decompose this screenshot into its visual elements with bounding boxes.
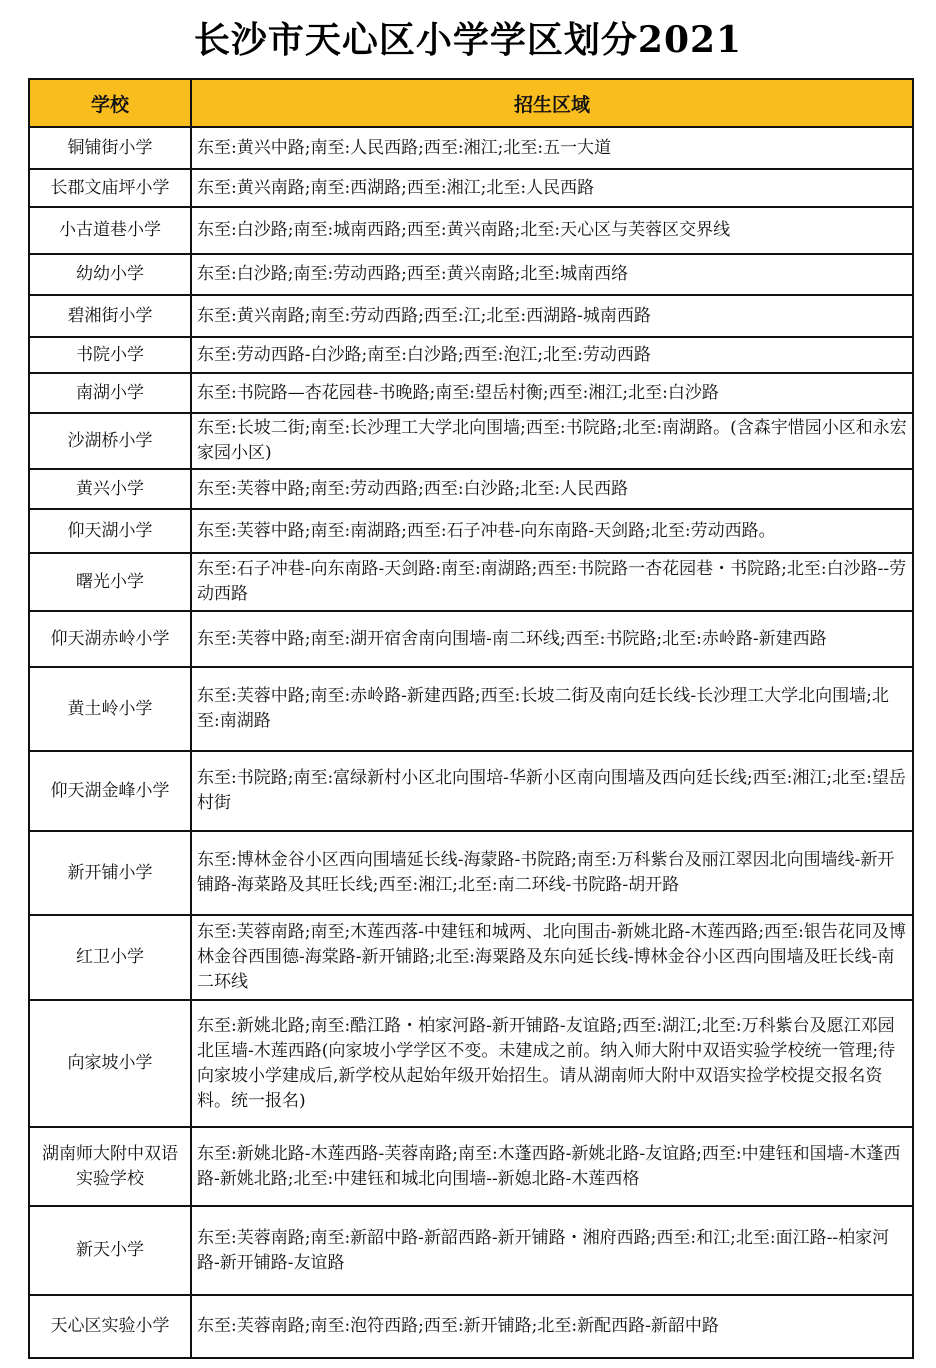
table-row: [29, 1000, 913, 1127]
enrollment-area: 东至:黄兴中路;南至:人民西路;西至:湘江;北至:五一大道: [191, 127, 913, 169]
table-row: [29, 127, 913, 169]
table-row: [29, 413, 913, 469]
table-row: [29, 169, 913, 207]
enrollment-area: 东至:长坡二街;南至:长沙理工大学北向围墙;西至:书院路;北至:南湖路。(含森宇惜园小区和永宏家园小区): [191, 413, 913, 469]
enrollment-area: 东至:芙蓉中路;南至:湖开宿舍南向围墙-南二环线;西至:书院路;北至:赤岭路-新建西路: [191, 611, 913, 667]
enrollment-area: 东至:白沙路;南至:城南西路;西至:黄兴南路;北至:天心区与芙蓉区交界线: [191, 207, 913, 254]
enrollment-area: 东至:芙蓉南路;南至:泡符西路;西至:新开铺路;北至:新配西路-新韶中路: [191, 1295, 913, 1358]
school-name: 幼幼小学: [29, 254, 191, 295]
table-row: [29, 553, 913, 611]
school-name: 小古道巷小学: [29, 207, 191, 254]
school-district-table: [28, 78, 914, 1359]
school-name: 曙光小学: [29, 553, 191, 611]
column-header-school: 学校: [29, 79, 191, 127]
enrollment-area: 东至:新姚北路;南至:酷江路・柏家河路-新开铺路-友谊路;西至:湖江;北至:万科紫台及愿江邓园北匡墙-木莲西路(向家坡小学学区不变。未建成之前。纳入师大附中双语实验学校统一管理;待向家坡小学建成后,新学校从起始年级开始招生。请从湖南师大附中双语实捡学校提交报名资料。统一报名): [191, 1000, 913, 1127]
enrollment-area: 东至:白沙路;南至:劳动西路;西至:黄兴南路;北至:城南西络: [191, 254, 913, 295]
enrollment-area: 东至:芙蓉南路;南至;木莲西落-中建钰和城两、北向围击-新姚北路-木莲西路;西至:银告花同及博林金谷西围德-海棠路-新开铺路;北至:海粟路及东向延长线-博林金谷小区西向围墙及旺长线-南二环线: [191, 915, 913, 1000]
table-row: [29, 1206, 913, 1295]
table-row: [29, 1127, 913, 1206]
enrollment-area: 东至:芙蓉中路;南至:南湖路;西至:石子冲巷-向东南路-天剑路;北至:劳动西路。: [191, 509, 913, 553]
table-row: [29, 831, 913, 915]
school-name: 铜铺街小学: [29, 127, 191, 169]
enrollment-area: 东至:黄兴南路;南至:劳动西路;西至:江;北至:西湖路-城南西路: [191, 295, 913, 337]
table-header-row: [29, 79, 913, 127]
enrollment-area: 东至:黄兴南路;南至:西湖路;西至:湘江;北至:人民西路: [191, 169, 913, 207]
school-name: 碧湘街小学: [29, 295, 191, 337]
table-row: [29, 667, 913, 751]
table-row: [29, 295, 913, 337]
school-name: 仰天湖小学: [29, 509, 191, 553]
school-name: 向家坡小学: [29, 1000, 191, 1127]
school-name: 黄兴小学: [29, 469, 191, 509]
table-row: [29, 1295, 913, 1358]
school-name: 长郡文庙坪小学: [29, 169, 191, 207]
table-row: [29, 611, 913, 667]
table-row: [29, 509, 913, 553]
enrollment-area: 东至:博林金谷小区西向围墙延长线-海蒙路-书院路;南至:万科紫台及丽江翠因北向围墙线-新开铺路-海菜路及其旺长线;西至:湘江;北至:南二环线-书院路-胡开路: [191, 831, 913, 915]
school-name: 书院小学: [29, 337, 191, 373]
table-row: [29, 337, 913, 373]
school-name: 黄土岭小学: [29, 667, 191, 751]
enrollment-area: 东至:劳动西路-白沙路;南至:白沙路;西至:泡江;北至:劳动西路: [191, 337, 913, 373]
table-row: [29, 751, 913, 831]
enrollment-area: 东至:石子冲巷-向东南路-天剑路:南至:南湖路;西至:书院路一杏花园巷・书院路;北至:白沙路--劳动西路: [191, 553, 913, 611]
school-name: 仰天湖赤岭小学: [29, 611, 191, 667]
table-row: [29, 373, 913, 413]
school-name: 仰天湖金峰小学: [29, 751, 191, 831]
enrollment-area: 东至:芙蓉中路;南至:劳动西路;西至:白沙路;北至:人民西路: [191, 469, 913, 509]
column-header-area: 招生区域: [191, 79, 913, 127]
school-name: 南湖小学: [29, 373, 191, 413]
enrollment-area: 东至:芙蓉南路;南至:新韶中路-新韶西路-新开铺路・湘府西路;西至:和江;北至:面江路--柏家河路-新开铺路-友谊路: [191, 1206, 913, 1295]
enrollment-area: 东至:芙蓉中路;南至:赤岭路-新建西路;西至:长坡二街及南向廷长线-长沙理工大学北向围墙;北至:南湖路: [191, 667, 913, 751]
school-name: 红卫小学: [29, 915, 191, 1000]
school-name: 湖南师大附中双语实验学校: [29, 1127, 191, 1206]
school-name: 新开铺小学: [29, 831, 191, 915]
school-name: 天心区实验小学: [29, 1295, 191, 1358]
table-row: [29, 207, 913, 254]
table-row: [29, 254, 913, 295]
enrollment-area: 东至:新姚北路-木莲西路-芙蓉南路;南至:木蓬西路-新姚北路-友谊路;西至:中建钰和国墙-木蓬西路-新姚北路;北至:中建钰和城北向围墙--新媳北路-木莲西格: [191, 1127, 913, 1206]
page-title: 长沙市天心区小学学区划分2021: [193, 19, 743, 61]
school-name: 沙湖桥小学: [29, 413, 191, 469]
enrollment-area: 东至:书院路;南至:富绿新村小区北向围培-华新小区南向围墙及西向廷长线;西至:湘江;北至:望岳村街: [191, 751, 913, 831]
table-row: [29, 915, 913, 1000]
enrollment-area: 东至:书院路—杏花园巷-书晚路;南至:望岳村衡;西至:湘江;北至:白沙路: [191, 373, 913, 413]
school-name: 新天小学: [29, 1206, 191, 1295]
table-row: [29, 469, 913, 509]
